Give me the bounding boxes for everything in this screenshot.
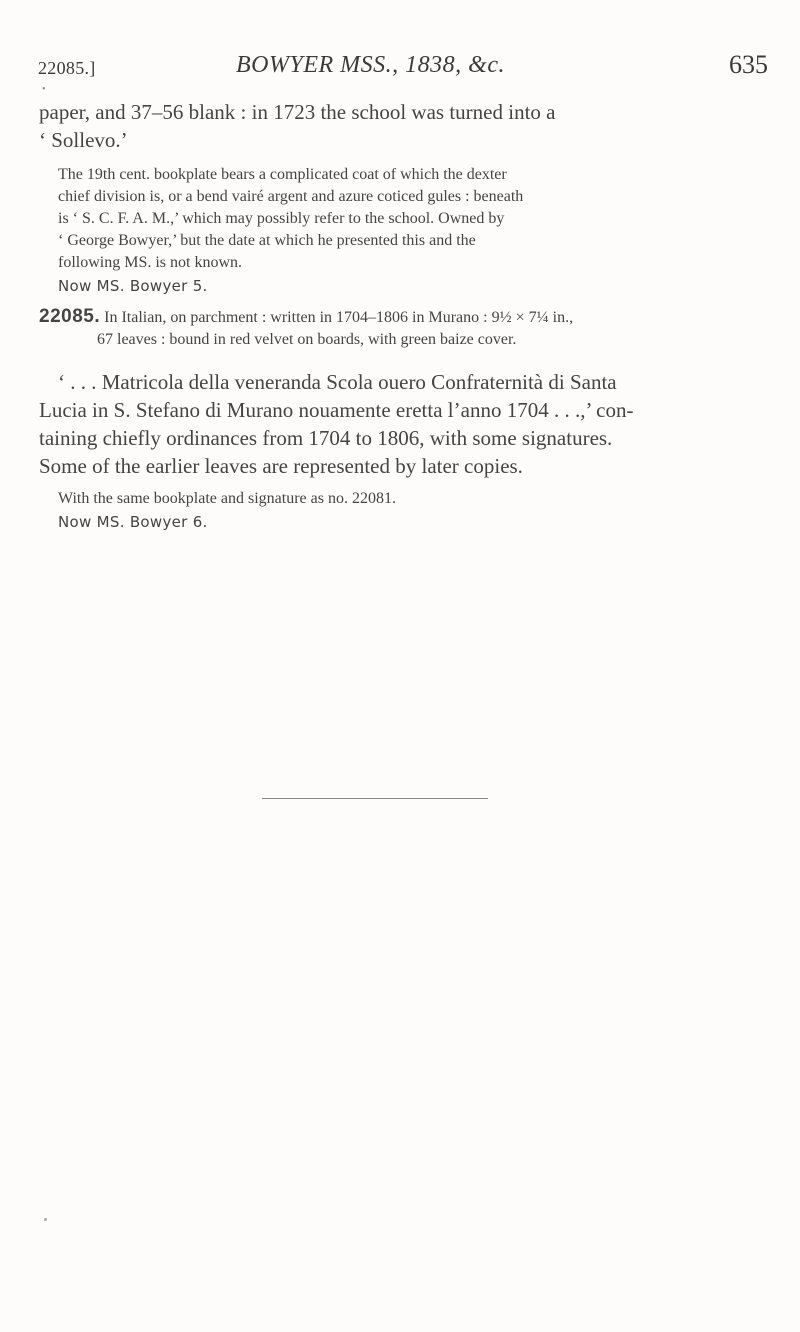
entry-range: 22085.]	[38, 58, 96, 78]
shelfmark: Now MS. Bowyer 6.	[58, 513, 208, 531]
text-line: ‘ George Bowyer,’ but the date at which he presented this and the	[58, 232, 476, 249]
text-line: taining chiefly ordinances from 1704 to 1806, with some signatures.	[39, 426, 613, 450]
entry-note	[58, 488, 768, 534]
text-line: The 19th cent. bookplate bears a complicated coat of which the dexter	[58, 166, 507, 183]
text-line: Lucia in S. Stefano di Murano nouamente eretta l’anno 1704 . . .,’ con-	[39, 398, 634, 422]
text-line: following MS. is not known.	[58, 254, 243, 271]
printer-mark: •	[42, 84, 46, 95]
running-head	[38, 50, 768, 86]
text-line: 67 leaves : bound in red velvet on boards, with green baize cover.	[97, 331, 517, 348]
entry-body	[39, 368, 769, 480]
running-title: BOWYER MSS., 1838, &c.	[236, 52, 505, 78]
text-line: is ‘ S. C. F. A. M.,’ which may possibly refer to the school. Owned by	[58, 210, 505, 227]
continuation-paragraph	[39, 98, 769, 154]
page-number: 635	[729, 50, 768, 79]
text-line: In Italian, on parchment : written in 1704–1806 in Murano : 9½ × 7¼ in.,	[104, 309, 574, 326]
shelfmark: Now MS. Bowyer 5.	[58, 277, 208, 295]
bookplate-note	[58, 164, 768, 298]
text-line: Some of the earlier leaves are represented by later copies.	[39, 454, 523, 478]
section-divider	[262, 798, 488, 799]
text-line: ‘ . . . Matricola della veneranda Scola ouero Confraternità di Santa	[58, 370, 617, 394]
text-line: paper, and 37–56 blank : in 1723 the school was turned into a	[39, 100, 556, 124]
entry-number: 22085.	[39, 306, 101, 327]
text-line: With the same bookplate and signature as no. 22081.	[58, 490, 396, 507]
text-line: chief division is, or a bend vairé argent and azure coticed gules : beneath	[58, 188, 524, 205]
entry-description	[39, 306, 769, 351]
page-speck	[44, 1218, 47, 1221]
text-line: ‘ Sollevo.’	[39, 128, 128, 152]
